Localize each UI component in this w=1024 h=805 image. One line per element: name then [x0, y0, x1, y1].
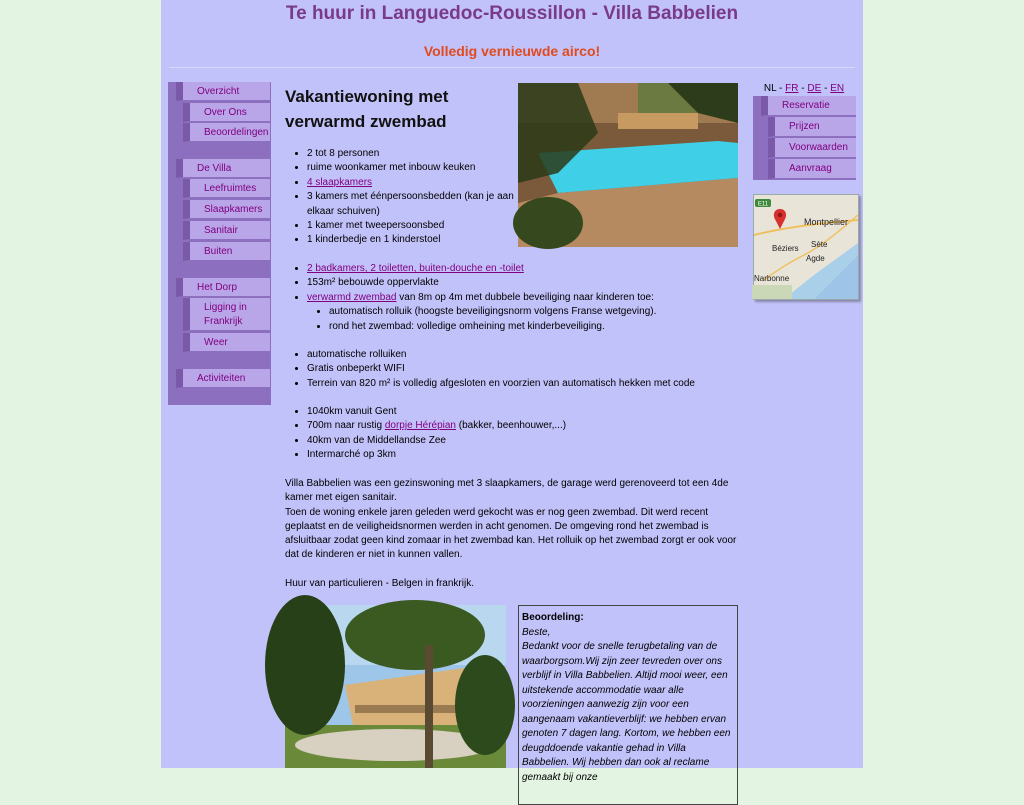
list-item: • 153m² bebouwde oppervlakte: [307, 276, 747, 290]
list-item: • 1040km vanuit Gent: [307, 405, 747, 419]
right-navigation: [753, 96, 856, 180]
review-box: [518, 605, 738, 805]
left-navigation: [168, 82, 271, 405]
list-item: • automatische rolluiken: [307, 348, 747, 362]
lang-current-nl: NL: [763, 83, 777, 94]
nav-over-ons[interactable]: Over Ons: [183, 103, 270, 122]
list-item: • Terrein van 820 m² is volledig afgesloten en voorzien van automatisch hekken met code: [307, 377, 747, 391]
list-item: • 2 tot 8 personen: [307, 147, 747, 161]
review-title: Beoordeling:: [522, 612, 584, 623]
map-road-label: E11: [757, 201, 769, 208]
map-label-narbonne: Narbonne: [754, 274, 790, 283]
map-label-agde: Agde: [806, 254, 825, 263]
badkamers-link[interactable]: 2 badkamers, 2 toiletten, buiten-douche en -toilet: [307, 263, 524, 274]
features-list-rooms: [285, 147, 747, 248]
lang-separator: -: [824, 83, 828, 94]
zwembad-link[interactable]: verwarmd zwembad: [307, 291, 397, 303]
slaapkamers-link[interactable]: 4 slaapkamers: [307, 176, 373, 188]
villa-description: [285, 477, 740, 563]
list-item: • ruime woonkamer met inbouw keuken: [307, 161, 747, 175]
list-item: • rond het zwembad: volledige omheining met kinderbeveiliging.: [329, 320, 747, 334]
lang-fr-link[interactable]: FR: [785, 83, 799, 94]
list-item: [307, 262, 747, 276]
list-item: • 1 kinderbedje en 1 kinderstoel: [307, 233, 747, 247]
lang-separator: -: [779, 83, 783, 94]
lang-separator: -: [801, 83, 805, 94]
nav-beoordelingen[interactable]: Beoordelingen: [183, 123, 270, 142]
nav-aanvraag[interactable]: Aanvraag: [768, 159, 856, 179]
location-map[interactable]: [753, 194, 859, 300]
site-title: Te huur in Languedoc-Roussillon - Villa Babbelien: [285, 3, 739, 24]
features-list-location: [285, 405, 747, 463]
nav-prijzen[interactable]: Prijzen: [768, 117, 856, 137]
map-label-montpellier: Montpellier: [804, 217, 849, 227]
herepian-link[interactable]: dorpje Hérépian: [384, 420, 456, 432]
header-divider: [169, 67, 855, 68]
list-item: • 40km van de Middellandse Zee: [307, 434, 747, 448]
nav-voorwaarden[interactable]: Voorwaarden: [768, 138, 856, 158]
nav-activiteiten[interactable]: Activiteiten: [176, 369, 270, 388]
list-item: [307, 419, 747, 433]
list-item: • 1 kamer met tweepersoonsbed: [307, 219, 747, 233]
list-item: • 3 kamers met éénpersoonsbedden (kan je aan elkaar schuiven): [307, 190, 517, 219]
nav-leefruimtes[interactable]: Leefruimtes: [183, 179, 270, 198]
language-selector: [753, 83, 855, 94]
lang-en-link[interactable]: EN: [830, 83, 845, 94]
rent-note: Huur van particulieren - Belgen in frankrijk.: [285, 578, 474, 589]
lang-de-link[interactable]: DE: [807, 83, 822, 94]
pool-description: van 8m op 4m met dubbele beveiliging naar kinderen toe:: [396, 291, 654, 303]
page-content: [161, 0, 863, 783]
map-label-sete: Sète: [811, 240, 828, 249]
nav-sanitair[interactable]: Sanitair: [183, 221, 270, 240]
main-heading: Vakantiewoning met verwarmd zwembad: [285, 87, 449, 131]
review-text: Beste, Bedankt voor de snelle terugbetaling van de waarborgsom.Wij zijn zeer tevreden over ons verblijf in Villa Babbelien. Altijd mooi weer, een uitstekende accommodatie waar alle voorzieningen aanwezig zijn voor een aangenaam vakantieverblijf: we hebben ervan genoten 7 dagen lang. Kortom, we hebben een deugddoende vakantie gehad in Villa Babbelien. Wij hebben dan ook al reclame gemaakt bij onze: [522, 626, 731, 783]
nav-overzicht[interactable]: Overzicht: [176, 82, 270, 101]
village-text: 700m naar rustig: [307, 420, 385, 432]
airco-announcement: Volledig vernieuwde airco!: [423, 43, 601, 59]
nav-de-villa[interactable]: De Villa: [176, 159, 270, 178]
nav-slaapkamers[interactable]: Slaapkamers: [183, 200, 270, 219]
features-list-extras: [285, 348, 747, 391]
description-paragraph: Villa Babbelien was een gezinswoning met 3 slaapkamers, de garage werd gerenoveerd tot een 4de kamer met eigen sanitair.: [285, 478, 729, 504]
pool-safety-list: [307, 305, 747, 334]
description-paragraph: Toen de woning enkele jaren geleden werd gekocht was er nog geen zwembad. Dit werd recent geplaatst en de veiligheidsnormen werden in acht genomen. De omgeving rond het zwembad is afsluitbaar zodat geen kind zomaar in het zwembad kan. Het rolluik op het zwembad zorgt er ook voor dat de kinderen er niet in kunnen vallen.: [285, 506, 737, 561]
map-label-beziers: Béziers: [772, 244, 799, 253]
list-item: • Intermarché op 3km: [307, 448, 747, 462]
nav-reservatie[interactable]: Reservatie: [761, 96, 856, 116]
list-item: • Gratis onbeperkt WIFI: [307, 362, 747, 376]
nav-ligging-in-frankrijk[interactable]: Ligging in Frankrijk: [183, 298, 270, 331]
nav-buiten[interactable]: Buiten: [183, 242, 270, 261]
village-shops: (bakker, beenhouwer,...): [456, 420, 567, 432]
features-list-facilities: [285, 262, 747, 334]
villa-photo: [285, 605, 506, 768]
list-item: [307, 291, 747, 334]
nav-het-dorp[interactable]: Het Dorp: [176, 278, 270, 297]
nav-weer[interactable]: Weer: [183, 333, 270, 352]
list-item: • automatisch rolluik (hoogste beveiligingsnorm volgens Franse wetgeving).: [329, 305, 747, 319]
list-item: [307, 176, 747, 190]
